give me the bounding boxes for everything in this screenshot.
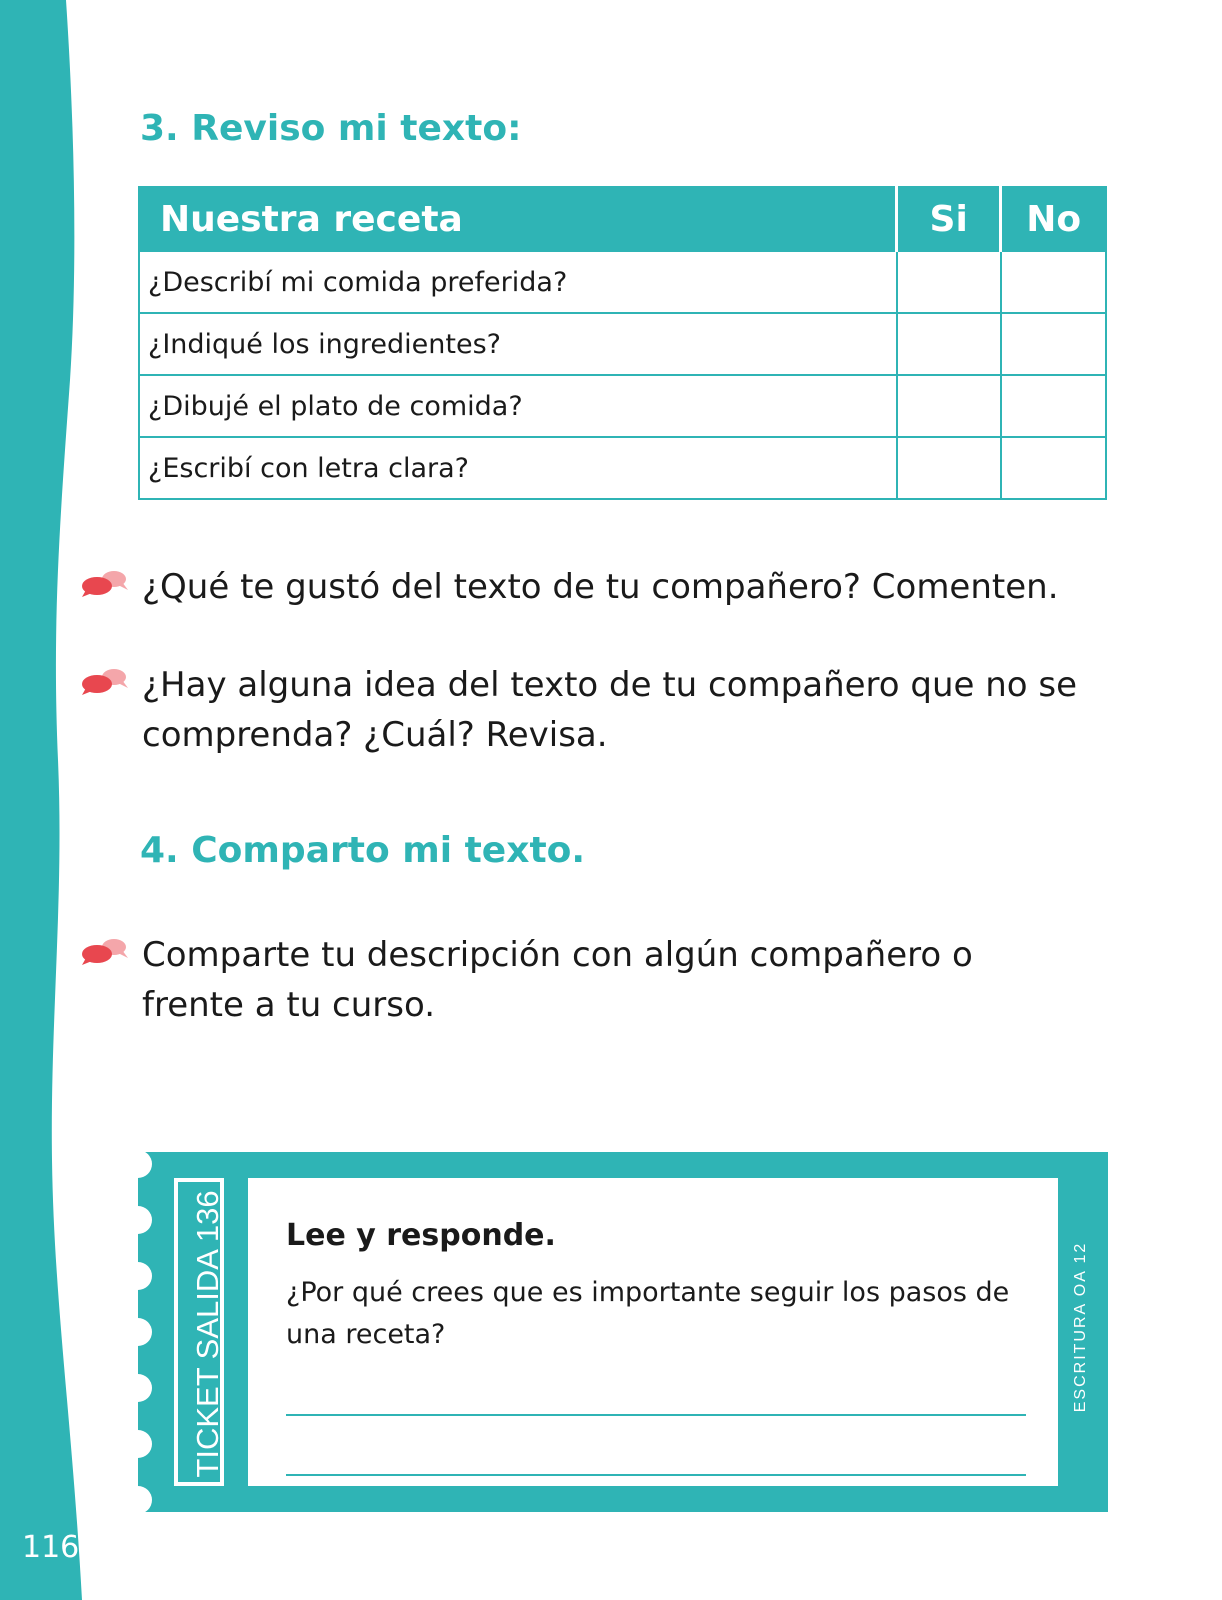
- checklist-table: [138, 186, 1107, 500]
- yes-checkbox[interactable]: [897, 313, 1001, 375]
- ticket-notch: [124, 1318, 152, 1346]
- yes-checkbox[interactable]: [897, 375, 1001, 437]
- ticket-notch: [124, 1374, 152, 1402]
- header-recipe: Nuestra receta: [139, 187, 897, 251]
- exit-ticket: [138, 1152, 1108, 1512]
- yes-checkbox[interactable]: [897, 251, 1001, 313]
- prompt-text: ¿Hay alguna idea del texto de tu compañero que no se comprenda? ¿Cuál? Revisa.: [142, 665, 1078, 755]
- speech-bubbles-icon: [80, 936, 130, 966]
- section-4-title: 4. Comparto mi texto.: [140, 830, 586, 871]
- table-header-row: [139, 187, 1106, 251]
- ticket-label: TICKET SALIDA 136: [190, 1190, 225, 1478]
- yes-checkbox[interactable]: [897, 437, 1001, 499]
- header-no: No: [1001, 187, 1106, 251]
- table-row: [139, 313, 1106, 375]
- prompt-text: ¿Qué te gustó del texto de tu compañero? Comenten.: [142, 567, 1059, 607]
- row-question: ¿Escribí con letra clara?: [139, 437, 897, 499]
- row-question: ¿Dibujé el plato de comida?: [139, 375, 897, 437]
- speech-bubbles-icon: [80, 568, 130, 598]
- table-row: [139, 437, 1106, 499]
- ticket-notch: [124, 1262, 152, 1290]
- header-yes: Si: [897, 187, 1001, 251]
- ticket-body: [248, 1178, 1058, 1486]
- no-checkbox[interactable]: [1001, 375, 1106, 437]
- discussion-prompt: [80, 660, 1080, 760]
- ticket-label-box: [174, 1178, 224, 1486]
- ticket-notch: [124, 1486, 152, 1514]
- table-row: [139, 251, 1106, 313]
- ticket-heading: Lee y responde.: [286, 1218, 556, 1253]
- answer-line[interactable]: [286, 1414, 1026, 1416]
- ticket-notch: [124, 1150, 152, 1178]
- discussion-prompt: [80, 562, 1080, 612]
- table-row: [139, 375, 1106, 437]
- ticket-notch: [124, 1430, 152, 1458]
- page-number: 116: [22, 1530, 80, 1565]
- discussion-prompt: [80, 930, 1080, 1030]
- section-3-title: 3. Reviso mi texto:: [140, 108, 522, 149]
- prompt-text: Comparte tu descripción con algún compañero o frente a tu curso.: [142, 935, 973, 1025]
- speech-bubbles-icon: [80, 666, 130, 696]
- ticket-question: ¿Por qué crees que es importante seguir los pasos de una receta?: [286, 1277, 1010, 1350]
- ticket-code: ESCRITURA OA 12: [1072, 1241, 1089, 1413]
- row-question: ¿Describí mi comida preferida?: [139, 251, 897, 313]
- no-checkbox[interactable]: [1001, 313, 1106, 375]
- row-question: ¿Indiqué los ingredientes?: [139, 313, 897, 375]
- no-checkbox[interactable]: [1001, 251, 1106, 313]
- answer-line[interactable]: [286, 1474, 1026, 1476]
- ticket-notch: [124, 1206, 152, 1234]
- no-checkbox[interactable]: [1001, 437, 1106, 499]
- side-band: [0, 0, 110, 1600]
